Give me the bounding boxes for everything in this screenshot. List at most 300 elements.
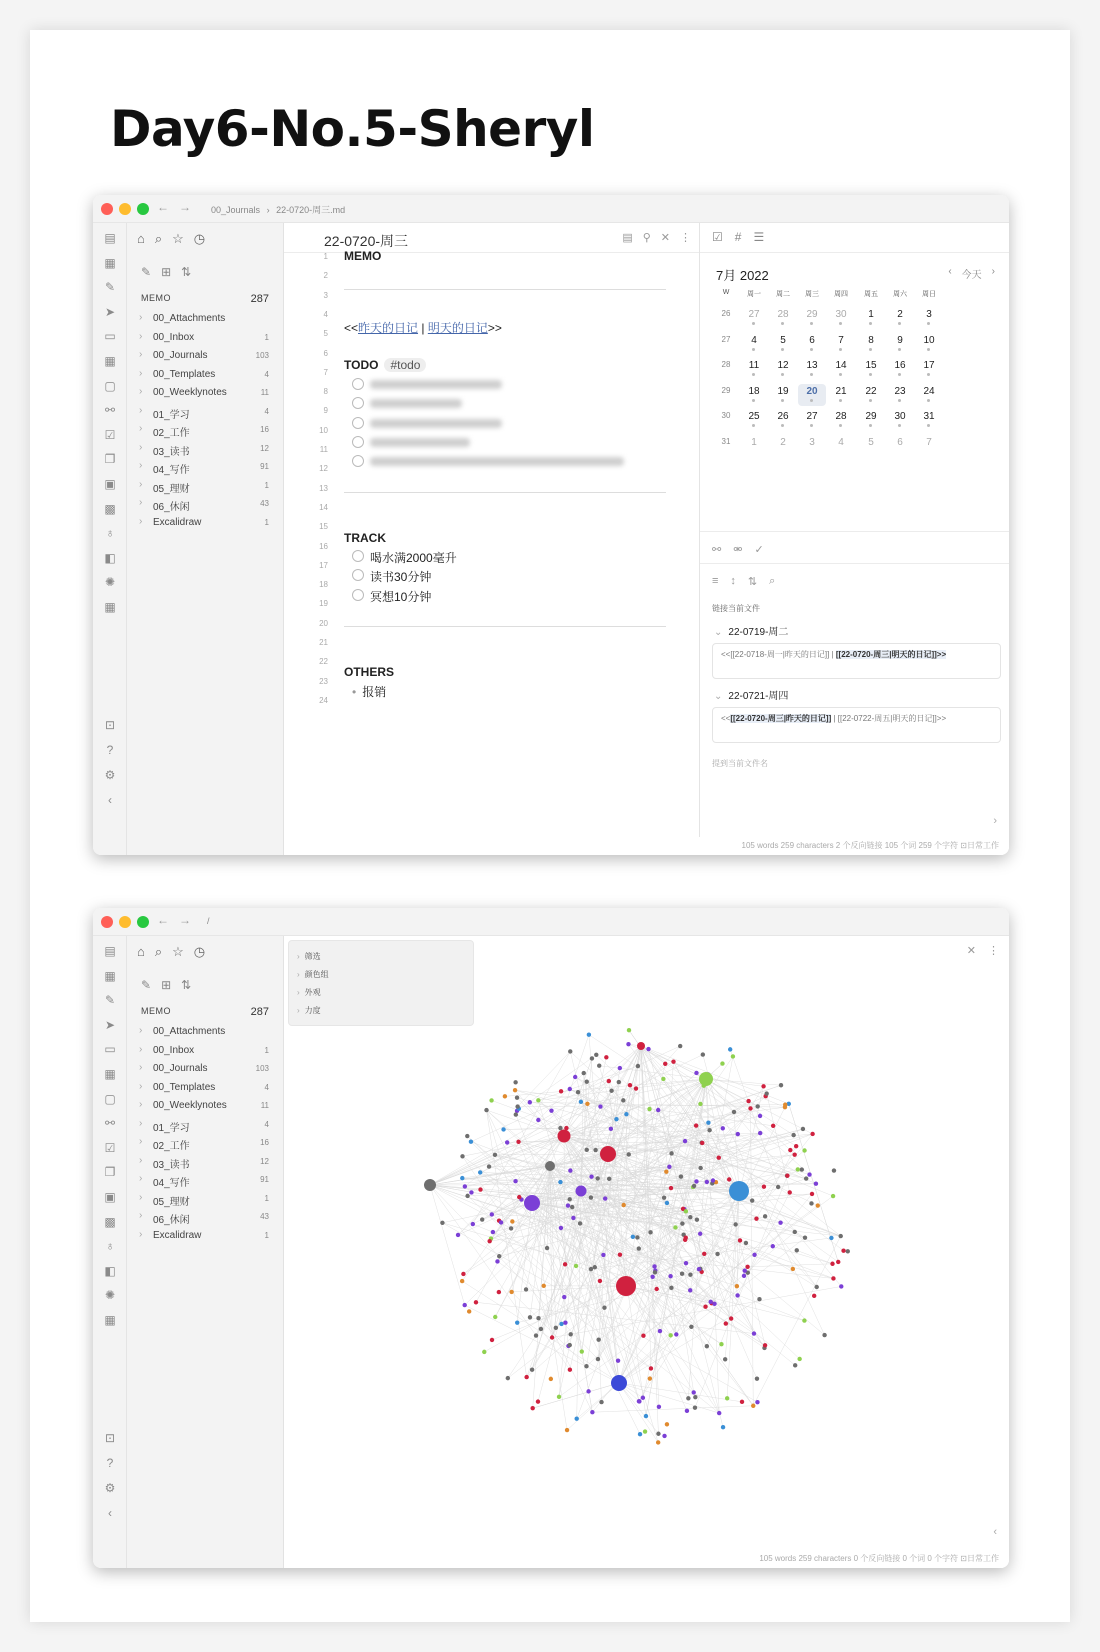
graph-node[interactable] — [664, 1169, 668, 1173]
graph-option-forces[interactable]: › 力度 — [297, 1006, 321, 1015]
graph-node[interactable] — [698, 1102, 702, 1106]
graph-node[interactable] — [573, 1075, 577, 1079]
graph-node[interactable] — [558, 1126, 562, 1130]
pin-icon[interactable]: ⚲ — [642, 232, 651, 244]
backlink-file[interactable]: ⌄ 22-0721-周四 — [714, 691, 789, 702]
home-icon[interactable]: ⌂ — [137, 231, 145, 246]
mic-icon[interactable]: ♁ — [105, 1239, 115, 1254]
calendar-day[interactable] — [769, 307, 797, 329]
graph-node[interactable] — [626, 1042, 630, 1046]
expand-icon[interactable]: ↕ — [730, 575, 736, 587]
graph-node[interactable] — [680, 1272, 684, 1276]
graph-node[interactable] — [648, 1230, 652, 1234]
graph-node[interactable] — [735, 1284, 739, 1288]
graph-node[interactable] — [478, 1187, 482, 1191]
bulb-icon[interactable]: ✺ — [104, 575, 116, 590]
bulb-icon[interactable]: ✺ — [104, 1288, 116, 1303]
folder-item[interactable] — [139, 422, 269, 440]
graph-node[interactable] — [550, 1335, 554, 1339]
minimize-window-button[interactable] — [119, 203, 131, 215]
folder-item[interactable] — [139, 311, 269, 329]
unlink-icon[interactable]: ⚮ — [733, 544, 743, 556]
graph-node[interactable] — [489, 1098, 493, 1102]
graph-node[interactable] — [568, 1168, 572, 1172]
graph-node[interactable] — [698, 1232, 702, 1236]
calendar-day[interactable] — [769, 409, 797, 431]
graph-node[interactable] — [463, 1184, 467, 1188]
graph-node[interactable] — [460, 1176, 464, 1180]
graph-node[interactable] — [593, 1148, 597, 1152]
graph-node[interactable] — [688, 1215, 692, 1219]
graph-node[interactable] — [745, 1265, 749, 1269]
calendar-day[interactable] — [798, 435, 826, 457]
graph-option-display[interactable]: › 外观 — [297, 988, 321, 997]
folder-item[interactable] — [139, 330, 269, 348]
graph-node[interactable] — [506, 1376, 510, 1380]
grid-icon[interactable]: ▩ — [104, 1214, 116, 1229]
graph-node[interactable] — [735, 1293, 739, 1297]
graph-node[interactable] — [755, 1376, 759, 1380]
graph-node[interactable] — [469, 1140, 473, 1144]
backlink-snippet[interactable]: <<[[22-0718-周一|昨天的日记]] | [[22-0720-周三|明天的日记]]>> — [712, 643, 1001, 679]
graph-node[interactable] — [791, 1267, 795, 1271]
graph-node[interactable] — [647, 1107, 651, 1111]
graph-node[interactable] — [771, 1244, 775, 1248]
calendar-day[interactable] — [740, 358, 768, 380]
graph-node[interactable] — [460, 1279, 464, 1283]
folder-item[interactable] — [139, 496, 269, 514]
graph-node[interactable] — [807, 1172, 811, 1176]
graph-node[interactable] — [698, 1166, 702, 1170]
graph-node[interactable] — [568, 1343, 572, 1347]
week-number[interactable]: 31 — [721, 436, 731, 446]
settings-icon[interactable]: ⚙ — [104, 768, 116, 782]
graph-node[interactable] — [558, 1130, 571, 1143]
slides-icon[interactable]: ▦ — [104, 255, 116, 270]
graph-node[interactable] — [536, 1399, 540, 1403]
folder-item[interactable] — [139, 1228, 269, 1246]
calendar-day[interactable] — [915, 435, 943, 457]
graph-node[interactable] — [530, 1406, 534, 1410]
graph-node[interactable] — [424, 1179, 436, 1191]
graph-node[interactable] — [648, 1376, 652, 1380]
graph-node[interactable] — [724, 1321, 728, 1325]
graph-node[interactable] — [641, 1396, 645, 1400]
zoom-window-button[interactable] — [137, 203, 149, 215]
folder-item[interactable] — [139, 441, 269, 459]
graph-node[interactable] — [524, 1375, 528, 1379]
graph-node[interactable] — [744, 1241, 748, 1245]
folder-item[interactable] — [139, 1209, 269, 1227]
graph-node[interactable] — [661, 1077, 665, 1081]
calendar-day[interactable] — [798, 409, 826, 431]
graph-node[interactable] — [656, 1440, 660, 1444]
week-number[interactable]: 30 — [721, 411, 731, 420]
graph-node[interactable] — [822, 1333, 826, 1337]
pen-icon[interactable]: ✎ — [104, 280, 116, 295]
graph-node[interactable] — [513, 1179, 517, 1183]
graph-node[interactable] — [579, 1100, 583, 1104]
graph-node[interactable] — [740, 1400, 744, 1404]
graph-node[interactable] — [549, 1377, 553, 1381]
graph-node[interactable] — [697, 1267, 701, 1271]
graph-node[interactable] — [839, 1284, 843, 1288]
clock-icon[interactable]: ◷ — [193, 944, 206, 959]
help-icon[interactable]: ? — [106, 1456, 114, 1470]
graph-node[interactable] — [604, 1055, 608, 1059]
graph-node[interactable] — [600, 1146, 616, 1162]
graph-node[interactable] — [693, 1395, 697, 1399]
minimize-window-button[interactable] — [119, 916, 131, 928]
graph-node[interactable] — [589, 1195, 593, 1199]
graph-node[interactable] — [465, 1134, 469, 1138]
task-checkbox[interactable] — [352, 397, 364, 409]
calendar-day[interactable] — [769, 384, 797, 406]
folder-item[interactable] — [139, 1061, 269, 1079]
graph-node[interactable] — [567, 1197, 571, 1201]
graph-node[interactable] — [499, 1220, 503, 1224]
graph-node[interactable] — [673, 1225, 677, 1229]
graph-node[interactable] — [761, 1084, 765, 1088]
graph-node[interactable] — [603, 1196, 607, 1200]
graph-node[interactable] — [738, 1238, 742, 1242]
graph-node[interactable] — [802, 1318, 806, 1322]
others-item[interactable]: • 报销 — [352, 685, 387, 699]
graph-node[interactable] — [665, 1422, 669, 1426]
calendar-icon[interactable]: ▦ — [104, 600, 116, 614]
graph-node[interactable] — [528, 1100, 532, 1104]
graph-node[interactable] — [616, 1358, 620, 1362]
calendar-day[interactable] — [857, 307, 885, 329]
graph-node[interactable] — [658, 1329, 662, 1333]
calendar-day[interactable] — [798, 307, 826, 329]
graph-node[interactable] — [528, 1315, 532, 1319]
graph-node[interactable] — [771, 1124, 775, 1128]
graph-node[interactable] — [721, 1425, 725, 1429]
graph-node[interactable] — [469, 1190, 473, 1194]
calendar-day[interactable] — [827, 384, 855, 406]
table-icon[interactable]: ▦ — [104, 354, 116, 368]
graph-node[interactable] — [684, 1209, 688, 1213]
new-note-icon[interactable]: ✎ — [141, 978, 152, 992]
folder-item[interactable] — [139, 1024, 269, 1042]
graph-node[interactable] — [590, 1410, 594, 1414]
graph-node[interactable] — [688, 1272, 692, 1276]
graph-node[interactable] — [736, 1132, 740, 1136]
graph-node[interactable] — [685, 1409, 689, 1413]
graph-node[interactable] — [636, 1064, 640, 1068]
graph-node[interactable] — [517, 1195, 521, 1199]
home-icon[interactable]: ⌂ — [137, 944, 145, 959]
terminal-icon[interactable]: ▣ — [104, 1190, 116, 1204]
graph-node[interactable] — [536, 1316, 540, 1320]
graph-node[interactable] — [480, 1217, 484, 1221]
graph-node[interactable] — [491, 1230, 495, 1234]
collapse-icon[interactable]: ≡ — [712, 575, 719, 587]
more-options-icon[interactable]: ⋮ — [680, 232, 691, 244]
graph-view[interactable] — [284, 936, 1009, 1550]
graph-node[interactable] — [743, 1268, 747, 1272]
calendar-day[interactable] — [857, 409, 885, 431]
graph-node[interactable] — [712, 1302, 716, 1306]
graph-node[interactable] — [692, 1184, 696, 1188]
graph-node[interactable] — [792, 1152, 796, 1156]
calendar-day[interactable] — [886, 307, 914, 329]
graph-node[interactable] — [656, 1108, 660, 1112]
folder-item[interactable] — [139, 1098, 269, 1116]
graph-node[interactable] — [493, 1153, 497, 1157]
graph-node[interactable] — [490, 1338, 494, 1342]
task-checkbox[interactable] — [352, 436, 364, 448]
graph-node[interactable] — [650, 1275, 654, 1279]
graph-node[interactable] — [590, 1056, 594, 1060]
graph-node[interactable] — [587, 1033, 591, 1037]
vault-switch-icon[interactable]: ⊡ — [104, 718, 116, 732]
graph-node[interactable] — [679, 1174, 683, 1178]
graph-node[interactable] — [515, 1095, 519, 1099]
graph-node[interactable] — [490, 1212, 494, 1216]
search-icon[interactable]: ⌕ — [154, 944, 163, 959]
graph-node[interactable] — [568, 1087, 572, 1091]
graph-node[interactable] — [755, 1400, 759, 1404]
folder-item[interactable] — [139, 404, 269, 422]
graph-node[interactable] — [628, 1083, 632, 1087]
graph-node[interactable] — [705, 1180, 709, 1184]
graph-node[interactable] — [700, 1141, 704, 1145]
graph-icon[interactable]: ⚯ — [104, 403, 116, 418]
graph-node[interactable] — [440, 1221, 444, 1225]
graph-node[interactable] — [683, 1139, 687, 1143]
graph-node[interactable] — [703, 1304, 707, 1308]
graph-node[interactable] — [751, 1404, 755, 1408]
note-title[interactable]: 22-0720-周三 — [324, 233, 409, 249]
graph-node[interactable] — [649, 1366, 653, 1370]
collapse-left-icon[interactable]: ‹ — [108, 1506, 112, 1520]
graph-node[interactable] — [611, 1375, 627, 1391]
graph-node[interactable] — [668, 1333, 672, 1337]
graph-node[interactable] — [831, 1194, 835, 1198]
graph-node[interactable] — [568, 1049, 572, 1053]
graph-node[interactable] — [680, 1221, 684, 1225]
calendar-day[interactable] — [769, 358, 797, 380]
graph-node[interactable] — [669, 1286, 673, 1290]
graph-node[interactable] — [559, 1089, 563, 1093]
graph-node[interactable] — [652, 1264, 656, 1268]
graph-node[interactable] — [574, 1264, 578, 1268]
graph-node[interactable] — [596, 1337, 600, 1341]
new-folder-icon[interactable]: ⊞ — [161, 978, 172, 992]
star-icon[interactable]: ☆ — [172, 944, 184, 959]
calendar-icon[interactable]: ☑ — [712, 230, 723, 244]
graph-node[interactable] — [693, 1405, 697, 1409]
graph-node[interactable] — [694, 1123, 698, 1127]
more-options-icon[interactable]: ⋮ — [988, 945, 999, 957]
graph-node[interactable] — [758, 1114, 762, 1118]
graph-node[interactable] — [702, 1252, 706, 1256]
graph-node[interactable] — [758, 1131, 762, 1135]
graph-node[interactable] — [752, 1331, 756, 1335]
mic-icon[interactable]: ♁ — [105, 526, 115, 541]
calendar-day[interactable] — [827, 333, 855, 355]
graph-node[interactable] — [503, 1094, 507, 1098]
graph-node[interactable] — [752, 1253, 756, 1257]
folder-item[interactable] — [139, 348, 269, 366]
graph-node[interactable] — [582, 1071, 586, 1075]
graph-node[interactable] — [627, 1152, 631, 1156]
graph-node[interactable] — [621, 1203, 625, 1207]
graph-node[interactable] — [589, 1267, 593, 1271]
copy-icon[interactable]: ❐ — [104, 452, 116, 467]
graph-node[interactable] — [487, 1239, 491, 1243]
graph-node[interactable] — [810, 1132, 814, 1136]
graph-node[interactable] — [717, 1411, 721, 1415]
graph-node[interactable] — [586, 1389, 590, 1393]
graph-node[interactable] — [569, 1332, 573, 1336]
graph-node[interactable] — [501, 1127, 505, 1131]
graph-node[interactable] — [580, 1349, 584, 1353]
graph-node[interactable] — [763, 1343, 767, 1347]
graph-node[interactable] — [607, 1177, 611, 1181]
graph-node[interactable] — [831, 1276, 835, 1280]
graph-node[interactable] — [563, 1262, 567, 1266]
graph-node[interactable] — [571, 1216, 575, 1220]
graph-node[interactable] — [638, 1432, 642, 1436]
book-icon[interactable]: ▭ — [104, 1042, 116, 1057]
graph-node[interactable] — [456, 1233, 460, 1237]
graph-node[interactable] — [617, 1080, 621, 1084]
graph-node[interactable] — [655, 1287, 659, 1291]
calendar-day[interactable] — [886, 384, 914, 406]
graph-node[interactable] — [794, 1144, 798, 1148]
search-icon[interactable]: ⌕ — [769, 575, 776, 587]
graph-node[interactable] — [684, 1261, 688, 1265]
graph-node[interactable] — [542, 1284, 546, 1288]
graph-node[interactable] — [694, 1179, 698, 1183]
graph-node[interactable] — [530, 1368, 534, 1372]
graph-node[interactable] — [549, 1108, 553, 1112]
graph-node[interactable] — [706, 1121, 710, 1125]
graph-node[interactable] — [796, 1167, 800, 1171]
calendar-day[interactable] — [740, 307, 768, 329]
graph-node[interactable] — [656, 1432, 660, 1436]
graph-node[interactable] — [634, 1086, 638, 1090]
graph-node[interactable] — [778, 1220, 782, 1224]
track-heading[interactable]: TRACK — [344, 531, 386, 545]
graph-node[interactable] — [585, 1102, 589, 1106]
folder-item[interactable] — [139, 1117, 269, 1135]
graph-node[interactable] — [668, 1274, 672, 1278]
graph-node[interactable] — [839, 1234, 843, 1238]
graph-node[interactable] — [536, 1118, 540, 1122]
graph-node[interactable] — [598, 1104, 602, 1108]
graph-node[interactable] — [554, 1326, 558, 1330]
graph-node[interactable] — [558, 1180, 562, 1184]
next-day-link[interactable]: 明天的日记 — [427, 321, 488, 335]
graph-node[interactable] — [568, 1368, 572, 1372]
graph-node[interactable] — [719, 1342, 723, 1346]
chevron-left-icon[interactable]: ‹ — [993, 1526, 997, 1538]
graph-node[interactable] — [495, 1259, 499, 1263]
graph-node[interactable] — [669, 1151, 673, 1155]
calendar-day[interactable] — [740, 409, 768, 431]
calendar-day[interactable] — [915, 358, 943, 380]
calendar-day[interactable] — [915, 333, 943, 355]
graph-node[interactable] — [515, 1104, 519, 1108]
graph-node[interactable] — [665, 1201, 669, 1205]
graph-node[interactable] — [614, 1117, 618, 1121]
task-checkbox[interactable] — [352, 589, 364, 601]
graph-node[interactable] — [694, 1071, 698, 1075]
graph-node[interactable] — [701, 1052, 705, 1056]
calendar-day[interactable] — [827, 358, 855, 380]
graph-node[interactable] — [667, 1165, 671, 1169]
graph-node[interactable] — [637, 1246, 641, 1250]
calendar-day[interactable] — [740, 384, 768, 406]
graph-node[interactable] — [836, 1260, 840, 1264]
graph-node[interactable] — [516, 1140, 520, 1144]
graph-node[interactable] — [514, 1112, 518, 1116]
reading-view-icon[interactable]: ▤ — [622, 232, 633, 244]
graph-node[interactable] — [816, 1203, 820, 1207]
help-icon[interactable]: ? — [106, 743, 114, 757]
graph-option-groups[interactable]: › 颜色组 — [297, 970, 329, 979]
document-icon[interactable]: ▢ — [104, 378, 116, 393]
graph-node[interactable] — [505, 1140, 509, 1144]
graph-node[interactable] — [815, 1285, 819, 1289]
graph-node[interactable] — [723, 1357, 727, 1361]
graph-node[interactable] — [646, 1047, 650, 1051]
graph-node[interactable] — [596, 1357, 600, 1361]
forward-arrow-icon[interactable]: → — [179, 913, 191, 927]
calendar-day[interactable] — [740, 333, 768, 355]
week-number[interactable]: 27 — [721, 334, 731, 344]
graph-node[interactable] — [493, 1315, 497, 1319]
graph-node[interactable] — [793, 1363, 797, 1367]
calendar-day[interactable] — [915, 307, 943, 329]
graph-node[interactable] — [594, 1053, 598, 1057]
backlink-file[interactable]: ⌄ 22-0719-周二 — [714, 627, 789, 638]
graph-node[interactable] — [725, 1396, 729, 1400]
graph-node[interactable] — [578, 1221, 582, 1225]
calendar-day[interactable] — [827, 435, 855, 457]
graph-node[interactable] — [609, 1089, 613, 1093]
tags-icon[interactable]: # — [734, 230, 742, 244]
graph-node[interactable] — [695, 1217, 699, 1221]
graph-node[interactable] — [797, 1357, 801, 1361]
graph-node[interactable] — [715, 1252, 719, 1256]
send-icon[interactable]: ➤ — [104, 1017, 116, 1032]
graph-node[interactable] — [762, 1185, 766, 1189]
graph-node[interactable] — [471, 1222, 475, 1226]
folder-item[interactable] — [139, 515, 269, 533]
forward-arrow-icon[interactable]: → — [179, 200, 191, 214]
graph-node[interactable] — [563, 1320, 567, 1324]
graph-node[interactable] — [467, 1309, 471, 1313]
graph-node[interactable] — [616, 1276, 636, 1296]
graph-node[interactable] — [570, 1205, 574, 1209]
graph-node[interactable] — [565, 1428, 569, 1432]
graph-node[interactable] — [795, 1248, 799, 1252]
todo-tag[interactable]: #todo — [384, 358, 426, 372]
graph-node[interactable] — [584, 1364, 588, 1368]
graph-node[interactable] — [733, 1222, 737, 1226]
graph-node[interactable] — [728, 1047, 732, 1051]
graph-node[interactable] — [801, 1127, 805, 1131]
graph-node[interactable] — [534, 1333, 538, 1337]
grid-icon[interactable]: ▩ — [104, 501, 116, 516]
graph-node[interactable] — [487, 1164, 491, 1168]
graph-node[interactable] — [802, 1148, 806, 1152]
